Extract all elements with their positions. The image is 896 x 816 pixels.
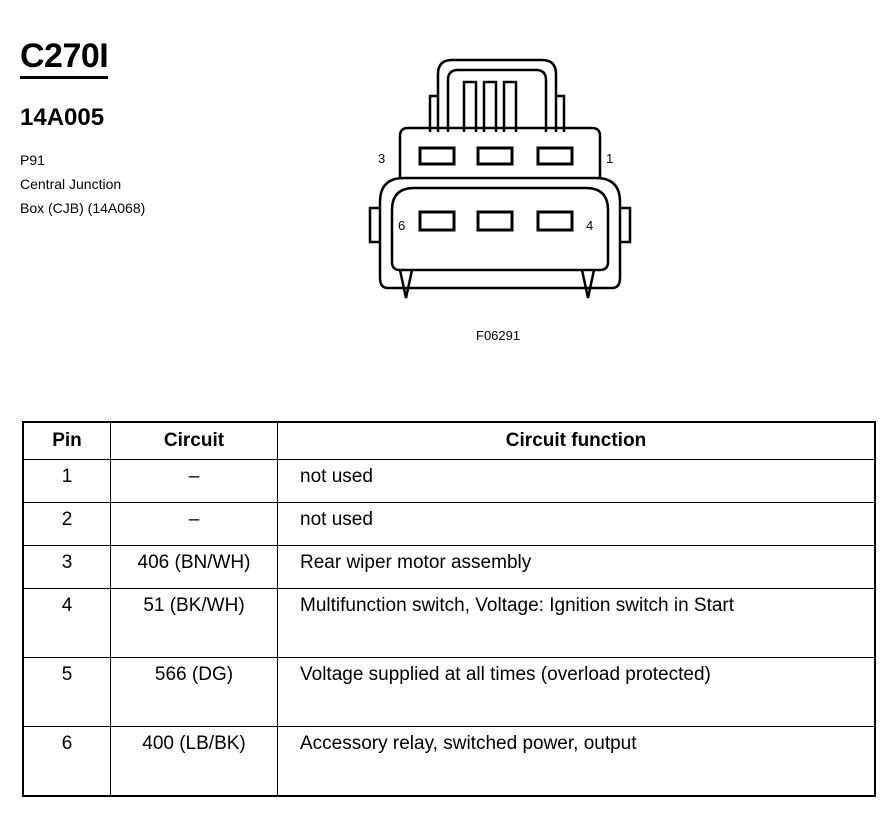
function-cell: not used [278, 460, 876, 503]
pin-label-4: 4 [586, 218, 594, 233]
header-circuit-function: Circuit function [278, 422, 876, 460]
function-cell: not used [278, 503, 876, 546]
location-line-2: Central Junction [20, 176, 122, 192]
function-cell: Rear wiper motor assembly [278, 546, 876, 589]
location-line-1: P91 [20, 152, 45, 168]
table-row [23, 460, 875, 503]
pin-cell: 6 [23, 727, 111, 797]
header-pin: Pin [23, 422, 111, 460]
table-row [23, 503, 875, 546]
header-circuit: Circuit [111, 422, 278, 460]
circuit-cell: – [111, 460, 278, 503]
function-cell: Multifunction switch, Voltage: Ignition switch in Start [278, 589, 876, 658]
circuit-cell: – [111, 503, 278, 546]
pin-cell: 4 [23, 589, 111, 658]
connector-diagram [360, 52, 640, 312]
function-cell: Voltage supplied at all times (overload protected) [278, 658, 876, 727]
connector-id: C270I [20, 38, 108, 79]
location-line-3: Box (CJB) (14A068) [20, 200, 146, 216]
table-row [23, 727, 875, 797]
function-cell: Accessory relay, switched power, output [278, 727, 876, 797]
figure-id: F06291 [476, 328, 521, 343]
pin-cell: 2 [23, 503, 111, 546]
circuit-cell: 566 (DG) [111, 658, 278, 727]
circuit-cell: 400 (LB/BK) [111, 727, 278, 797]
circuit-cell: 406 (BN/WH) [111, 546, 278, 589]
circuit-cell: 51 (BK/WH) [111, 589, 278, 658]
table-row [23, 658, 875, 727]
pin-label-1: 1 [606, 151, 614, 166]
pin-label-3: 3 [378, 151, 386, 166]
table-row [23, 589, 875, 658]
pin-cell: 5 [23, 658, 111, 727]
table-row [23, 546, 875, 589]
pin-label-6: 6 [398, 218, 406, 233]
pin-cell: 3 [23, 546, 111, 589]
part-number: 14A005 [20, 104, 105, 131]
pin-cell: 1 [23, 460, 111, 503]
connector-latch [430, 60, 564, 132]
table-header-row [23, 422, 875, 460]
pin-table [22, 421, 876, 797]
